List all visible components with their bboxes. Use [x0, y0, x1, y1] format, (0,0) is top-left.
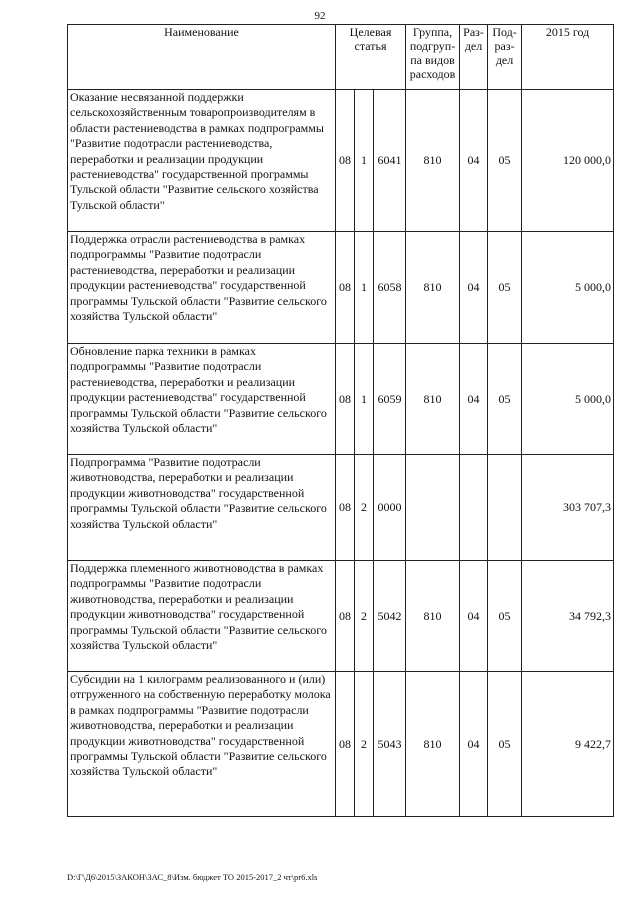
row-expense-group: 810 [406, 232, 460, 344]
row-direction-code: 0000 [374, 455, 406, 561]
row-name: Субсидии на 1 килограмм реализованного и (или) отгруженного на собственную переработку молока в рамках подпрограммы "Развитие подотрасли животноводства, переработки и реализации продукции животноводства" государственной программы Тульской области "Развитие сельского хозяйства Тульской области" [68, 672, 336, 817]
row-subsection: 05 [488, 561, 522, 672]
row-subsection: 05 [488, 344, 522, 455]
header-expense-group: Группа, подгруп-па видов расходов [406, 25, 460, 90]
row-program-code: 08 [336, 232, 355, 344]
row-expense-group: 810 [406, 561, 460, 672]
row-direction-code: 6059 [374, 344, 406, 455]
row-name: Обновление парка техники в рамках подпрограммы "Развитие подотрасли растениеводства, переработки и реализации продукции растениеводства" государственной программы Тульской области "Развитие сельского хозяйства Тульской области" [68, 344, 336, 455]
row-subsection: 05 [488, 90, 522, 232]
file-path-footer: D:\Г\Д6\2015\ЗАКОН\ЗАС_8\Изм. бюджет ТО 2015-2017_2 чт\pr6.xls [67, 872, 318, 882]
row-name: Подпрограмма "Развитие подотрасли животноводства, переработки и реализации продукции животноводства" государственной программы Тульской области "Развитие сельского хозяйства Тульской области" [68, 455, 336, 561]
row-expense-group [406, 455, 460, 561]
table-row [68, 455, 614, 561]
row-subprogram-code: 2 [355, 455, 374, 561]
table-row [68, 561, 614, 672]
row-name: Поддержка племенного животноводства в рамках подпрограммы "Развитие подотрасли животноводства, переработки и реализации продукции животноводства" государственной программы Тульской области "Развитие сельского хозяйства Тульской области" [68, 561, 336, 672]
row-direction-code: 5043 [374, 672, 406, 817]
row-program-code: 08 [336, 561, 355, 672]
row-amount: 303 707,3 [522, 455, 614, 561]
header-subsection: Под-раз-дел [488, 25, 522, 90]
row-expense-group: 810 [406, 672, 460, 817]
row-amount: 34 792,3 [522, 561, 614, 672]
row-direction-code: 6058 [374, 232, 406, 344]
row-amount: 120 000,0 [522, 90, 614, 232]
header-target-article: Целевая статья [336, 25, 406, 90]
row-subsection: 05 [488, 672, 522, 817]
row-amount: 9 422,7 [522, 672, 614, 817]
row-subprogram-code: 1 [355, 232, 374, 344]
row-program-code: 08 [336, 455, 355, 561]
page-number: 92 [314, 10, 326, 22]
table-row [68, 344, 614, 455]
row-subprogram-code: 2 [355, 561, 374, 672]
row-subsection: 05 [488, 232, 522, 344]
table-row [68, 90, 614, 232]
row-direction-code: 5042 [374, 561, 406, 672]
budget-table [67, 24, 614, 817]
row-expense-group: 810 [406, 90, 460, 232]
row-program-code: 08 [336, 344, 355, 455]
row-amount: 5 000,0 [522, 344, 614, 455]
row-section: 04 [460, 90, 488, 232]
row-subsection [488, 455, 522, 561]
header-section: Раз-дел [460, 25, 488, 90]
row-section: 04 [460, 561, 488, 672]
row-section: 04 [460, 344, 488, 455]
row-direction-code: 6041 [374, 90, 406, 232]
row-section: 04 [460, 672, 488, 817]
row-name: Оказание несвязанной поддержки сельскохозяйственным товаропроизводителям в области растениеводства в рамках подпрограммы "Развитие подотрасли растениеводства, переработки и реализации продукции растениеводства" государственной программы Тульской области "Развитие сельского хозяйства Тульской области" [68, 90, 336, 232]
header-year: 2015 год [522, 25, 614, 90]
row-section [460, 455, 488, 561]
row-subprogram-code: 1 [355, 344, 374, 455]
table-row [68, 672, 614, 817]
row-program-code: 08 [336, 672, 355, 817]
row-program-code: 08 [336, 90, 355, 232]
header-name: Наименование [68, 25, 336, 90]
row-amount: 5 000,0 [522, 232, 614, 344]
row-name: Поддержка отрасли растениеводства в рамках подпрограммы "Развитие подотрасли растениеводства, переработки и реализации продукции растениеводства" государственной программы Тульской области "Развитие сельского хозяйства Тульской области" [68, 232, 336, 344]
row-subprogram-code: 2 [355, 672, 374, 817]
row-expense-group: 810 [406, 344, 460, 455]
table-row [68, 232, 614, 344]
row-subprogram-code: 1 [355, 90, 374, 232]
row-section: 04 [460, 232, 488, 344]
table-header-row [68, 25, 614, 90]
